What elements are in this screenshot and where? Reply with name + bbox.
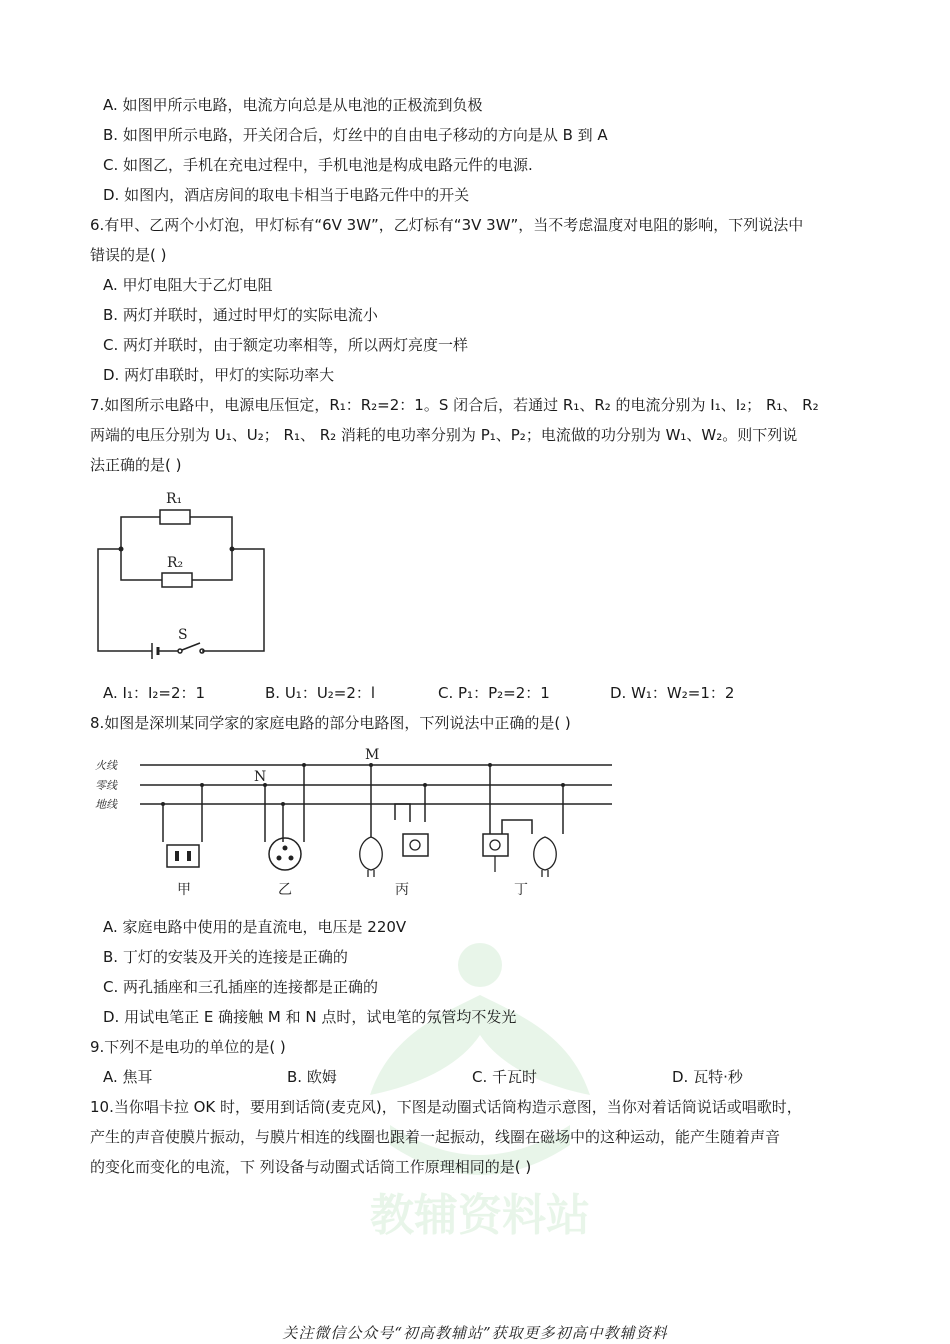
q10-stem-line2: 产生的声音使膜片振动，与膜片相连的线圈也跟着一起振动，线圈在磁场中的这种运动，能产生随着声音 xyxy=(90,1128,781,1146)
three-hole-socket xyxy=(269,838,301,870)
q5-option-d: D. 如图内，酒店房间的取电卡相当于电路元件中的开关 xyxy=(103,186,470,204)
q7-stem-line2: 两端的电压分别为 U₁、U₂； R₁、 R₂ 消耗的电功率分别为 P₁、P₂；电流做的功分别为 W₁、W₂。则下列说 xyxy=(90,426,798,444)
bing-label: 丙 xyxy=(395,882,409,898)
q8-stem-line1: 8.如图是深圳某同学家的家庭电路的部分电路图，下列说法中正确的是( ) xyxy=(90,714,571,732)
q7-option-d: D. W₁：W₂=1：2 xyxy=(610,684,735,702)
q6-stem-line1: 6.有甲、乙两个小灯泡，甲灯标有“6V 3W”，乙灯标有“3V 3W”，当不考虑温度对电阻的影响，下列说法中 xyxy=(90,216,804,234)
two-hole-socket xyxy=(167,845,199,867)
point-n-label: N xyxy=(254,769,267,785)
q5-option-a: A. 如图甲所示电路，电流方向总是从电池的正极流到负极 xyxy=(103,96,483,114)
q9-option-c: C. 千瓦时 xyxy=(472,1068,538,1086)
q8-household-circuit xyxy=(90,742,620,904)
ding-switch xyxy=(483,834,508,856)
switch-blade xyxy=(182,643,200,650)
ground-wire-label: 地线 xyxy=(95,798,117,811)
q7-stem-line3: 法正确的是( ) xyxy=(90,456,182,474)
q9-option-a: A. 焦耳 xyxy=(103,1068,153,1086)
live-wire-label: 火线 xyxy=(95,759,117,772)
q7-option-c: C. P₁：P₂=2：1 xyxy=(438,684,550,702)
q8-option-b: B. 丁灯的安装及开关的连接是正确的 xyxy=(103,948,348,966)
bing-switch xyxy=(403,834,428,856)
bing-lamp xyxy=(360,837,383,870)
q9-stem-line1: 9.下列不是电功的单位的是( ) xyxy=(90,1038,286,1056)
bing-switch-knob xyxy=(410,840,420,850)
q9-option-d: D. 瓦特·秒 xyxy=(672,1068,743,1086)
q8-option-a: A. 家庭电路中使用的是直流电，电压是 220V xyxy=(103,918,407,936)
q8-option-d: D. 用试电笔正 E 确接触 M 和 N 点时，试电笔的氖管均不发光 xyxy=(103,1008,517,1026)
q6-option-d: D. 两灯串联时，甲灯的实际功率大 xyxy=(103,366,335,384)
switch-label: S xyxy=(178,627,188,643)
q7-option-b: B. U₁：U₂=2：l xyxy=(265,684,376,702)
q9-option-b: B. 欧姆 xyxy=(287,1068,337,1086)
ding-label: 丁 xyxy=(514,882,528,898)
q7-stem-line1: 7.如图所示电路中，电源电压恒定，R₁：R₂=2：1。S 闭合后，若通过 R₁、R₂ 的电流分别为 I₁、I₂； R₁、 R₂ xyxy=(90,396,819,414)
q6-option-c: C. 两灯并联时，由于额定功率相等，所以两灯亮度一样 xyxy=(103,336,469,354)
q7-option-a: A. I₁：I₂=2：1 xyxy=(103,684,206,702)
ding-lamp xyxy=(534,837,557,870)
yi-label: 乙 xyxy=(278,882,292,898)
neutral-wire-label: 零线 xyxy=(95,779,117,792)
q7-circuit-diagram xyxy=(90,483,275,663)
q6-option-a: A. 甲灯电阻大于乙灯电阻 xyxy=(103,276,273,294)
ding-switch-knob xyxy=(490,840,500,850)
r2-resistor xyxy=(162,573,192,587)
page-footer: 关注微信公众号“初高教辅站”获取更多初高中教辅资料 xyxy=(282,1324,668,1342)
switch-pivot xyxy=(178,649,182,653)
q10-stem-line1: 10.当你唱卡拉 OK 时，要用到话筒(麦克风)，下图是动圈式话筒构造示意图，当你对着话筒说话或唱歌时， xyxy=(90,1098,802,1116)
watermark-text: 教辅资料站 xyxy=(370,1190,590,1241)
q5-option-b: B. 如图甲所示电路，开关闭合后，灯丝中的自由电子移动的方向是从 B 到 A xyxy=(103,126,608,144)
q8-option-c: C. 两孔插座和三孔插座的连接都是正确的 xyxy=(103,978,379,996)
r1-resistor xyxy=(160,510,190,524)
q10-stem-line3: 的变化而变化的电流，下 列设备与动圈式话筒工作原理相同的是( ) xyxy=(90,1158,532,1176)
point-m-label: M xyxy=(365,747,380,763)
q5-option-c: C. 如图乙，手机在充电过程中，手机电池是构成电路元件的电源. xyxy=(103,156,533,174)
r2-label: R₂ xyxy=(167,555,184,571)
jia-label: 甲 xyxy=(177,882,191,898)
r1-label: R₁ xyxy=(166,491,183,507)
q6-stem-line2: 错误的是( ) xyxy=(90,246,167,264)
q6-option-b: B. 两灯并联时，通过时甲灯的实际电流小 xyxy=(103,306,378,324)
